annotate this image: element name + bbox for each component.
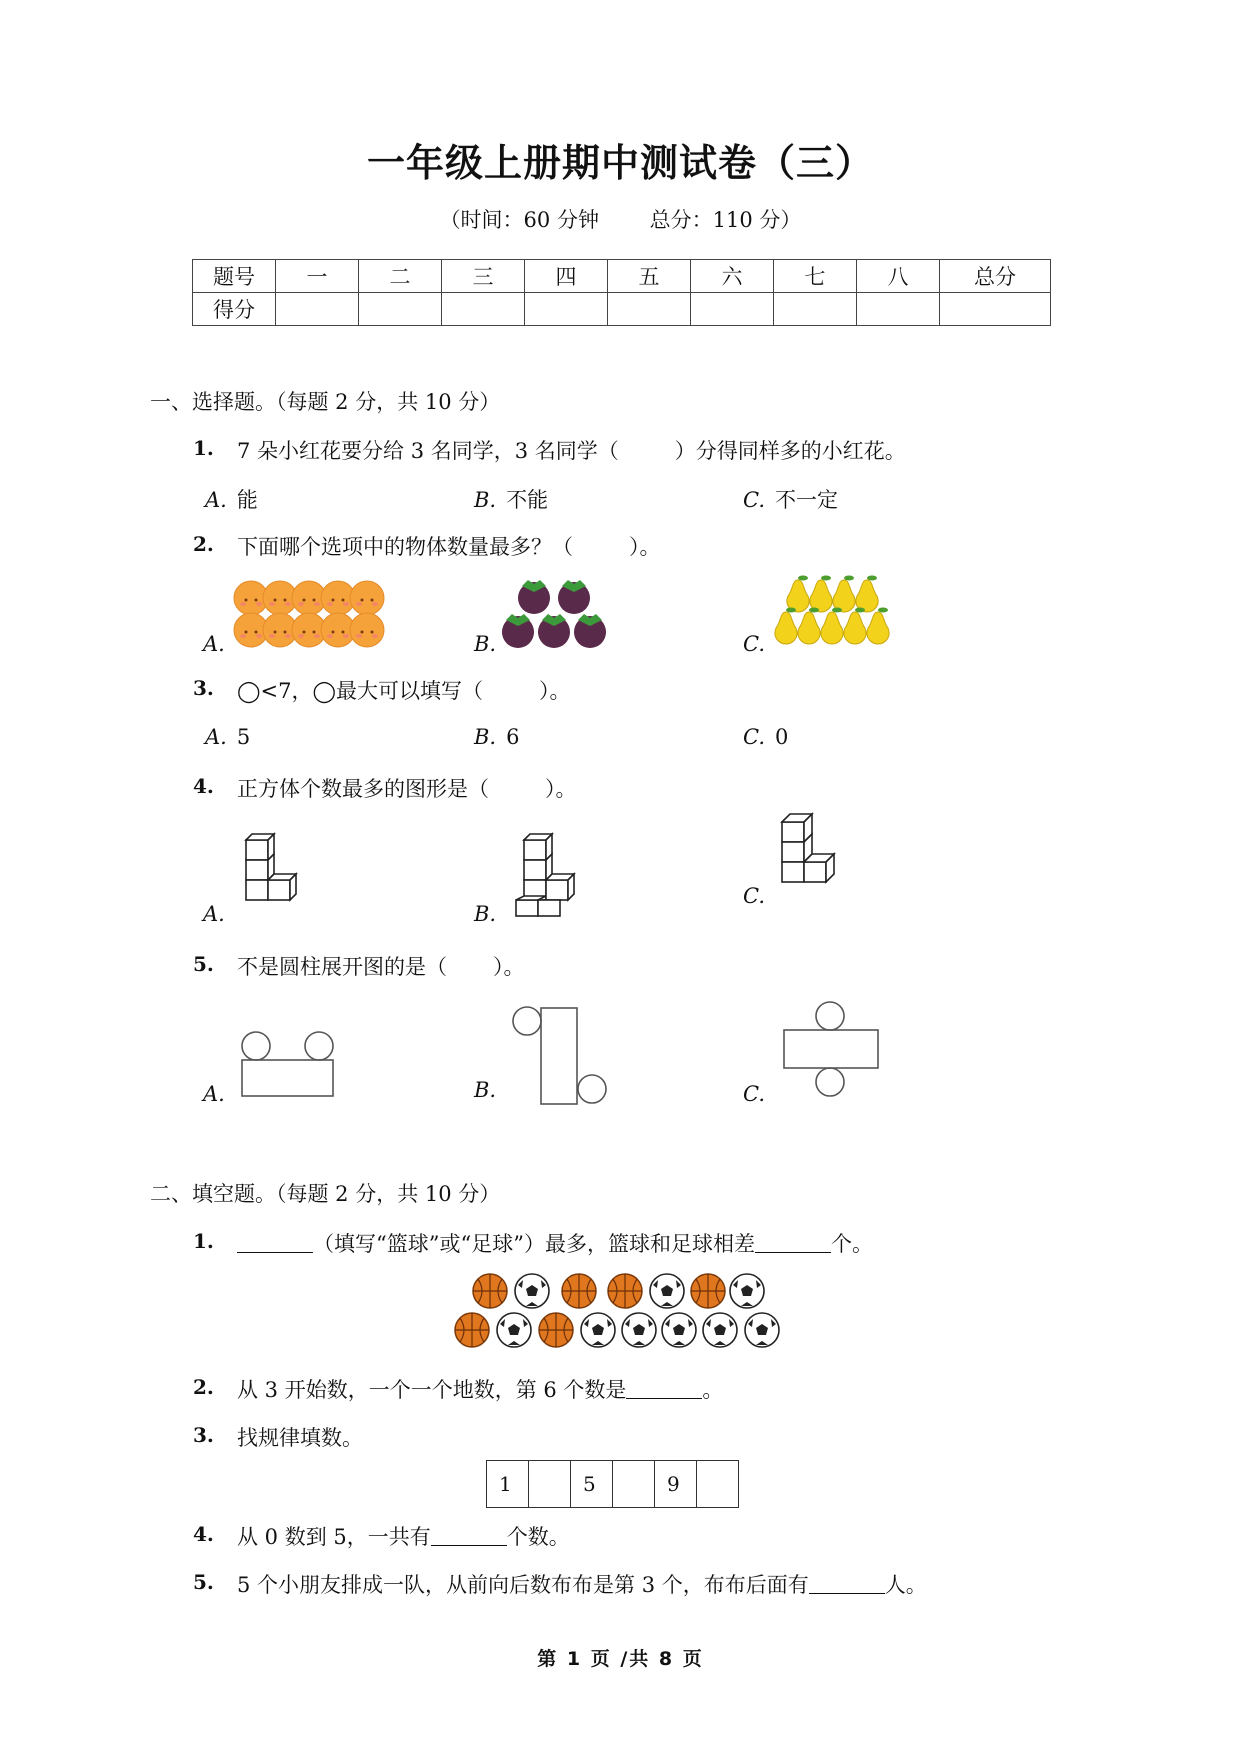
- sequence-cell: 9: [655, 1461, 697, 1508]
- question-text: [237, 435, 906, 465]
- score-table-score-row: [193, 293, 1051, 326]
- pear-icon: [798, 608, 820, 645]
- option-letter: C.: [743, 488, 765, 512]
- soccer-ball-icon: [515, 1274, 549, 1308]
- page-footer: 第 1 页 /共 8 页: [537, 1648, 704, 1670]
- score-table-header-row: [193, 260, 1051, 293]
- question-number: 1.: [193, 1229, 214, 1253]
- basketball-icon: [562, 1274, 596, 1308]
- mangosteen-icon: [538, 614, 570, 648]
- question-text: [237, 951, 525, 981]
- option-c: [743, 484, 838, 514]
- question-text: [237, 1521, 570, 1551]
- question-text: [237, 675, 570, 705]
- question-text-part: 人。: [884, 1573, 927, 1597]
- soccer-ball-icon: [730, 1274, 764, 1308]
- option-b: [474, 725, 519, 749]
- option-a: [205, 725, 250, 749]
- peach-icon: [350, 581, 384, 615]
- section2-heading: 二、填空题。（每题 2 分，共 10 分）: [150, 1182, 501, 1206]
- option-letter: A.: [205, 725, 227, 749]
- sequence-cell-blank[interactable]: [613, 1461, 655, 1508]
- answer-blank[interactable]: [431, 1544, 507, 1546]
- option-c: [743, 884, 775, 908]
- cylinder-net-icon: [238, 1030, 338, 1100]
- answer-blank[interactable]: [755, 1251, 831, 1253]
- soccer-ball-icon: [703, 1313, 737, 1347]
- score-cell: [442, 293, 525, 326]
- pear-icon: [844, 608, 866, 645]
- option-text: 不一定: [775, 488, 838, 512]
- mangosteen-icon: [502, 614, 534, 648]
- option-text: 0: [775, 725, 789, 749]
- sequence-row: [487, 1461, 739, 1508]
- question-text-part: 从 3 开始数，一个一个地数，第 6 个数是: [237, 1378, 627, 1402]
- cylinder-net-icon: [508, 1004, 616, 1108]
- question-text: [237, 773, 577, 803]
- question-number: 3.: [193, 676, 214, 700]
- soccer-ball-icon: [662, 1313, 696, 1347]
- peach-icon: [350, 613, 384, 647]
- cube-stack-icon: [244, 826, 304, 916]
- option-text: 6: [506, 725, 520, 749]
- mangosteen-icon: [574, 614, 606, 648]
- option-letter: B.: [474, 902, 497, 926]
- option-letter: A.: [203, 632, 225, 656]
- score-header-cell: 一: [276, 260, 359, 293]
- soccer-ball-icon: [497, 1313, 531, 1347]
- option-b: [474, 902, 506, 926]
- question-text-part: （填写“篮球”或“足球”）最多，篮球和足球相差: [313, 1232, 755, 1256]
- basketball-icon: [691, 1274, 725, 1308]
- question-number: 5.: [193, 952, 214, 976]
- sequence-cell: 1: [487, 1461, 529, 1508]
- mangosteen-icon: [558, 580, 590, 614]
- score-cell: [359, 293, 442, 326]
- score-header-cell: 三: [442, 260, 525, 293]
- sequence-cell-blank[interactable]: [697, 1461, 739, 1508]
- question-text: [237, 531, 661, 561]
- sequence-cell: 5: [571, 1461, 613, 1508]
- peach-icon: [234, 580, 394, 650]
- basketball-icon: [455, 1313, 489, 1347]
- pear-icon: [821, 608, 843, 645]
- question-number: 3.: [193, 1423, 214, 1447]
- option-letter: B.: [474, 1078, 497, 1102]
- page-title: 一年级上册期中测试卷（三）: [366, 141, 874, 185]
- option-letter: C.: [743, 884, 765, 908]
- question-text: [237, 1569, 927, 1599]
- sequence-cell-blank[interactable]: [529, 1461, 571, 1508]
- question-text-part: 个数。: [506, 1525, 570, 1549]
- option-letter: C.: [743, 632, 765, 656]
- option-b: [474, 1078, 506, 1102]
- score-table: [192, 259, 1051, 326]
- option-text: 不能: [506, 488, 549, 512]
- option-b: [474, 484, 548, 514]
- pear-icon: [787, 576, 809, 613]
- basketball-icon: [539, 1313, 573, 1347]
- pear-icon: [833, 576, 855, 613]
- sequence-table: [486, 1460, 739, 1508]
- basketball-icon: [608, 1274, 642, 1308]
- score-cell: [691, 293, 774, 326]
- score-cell: [608, 293, 691, 326]
- question-number: 2.: [193, 1375, 214, 1399]
- pear-icon: [774, 576, 894, 652]
- option-text: 能: [236, 488, 258, 512]
- option-letter: C.: [743, 725, 765, 749]
- option-letter: C.: [743, 1082, 765, 1106]
- option-a: [203, 1082, 235, 1106]
- pear-icon: [856, 576, 878, 613]
- score-header-cell: 题号: [193, 260, 276, 293]
- answer-blank[interactable]: [809, 1592, 885, 1594]
- exam-total: 总分：110 分）: [649, 208, 802, 232]
- option-c: [743, 725, 788, 749]
- question-number: 5.: [193, 1570, 214, 1594]
- score-cell: [276, 293, 359, 326]
- question-text-part: 5 个小朋友排成一队，从前向后数布布是第 3 个，布布后面有: [237, 1573, 809, 1597]
- question-text: [237, 1374, 723, 1404]
- exam-info: [0, 204, 1241, 234]
- soccer-ball-icon: [622, 1313, 656, 1347]
- score-cell: [857, 293, 940, 326]
- option-a: [203, 632, 235, 656]
- option-c: [743, 632, 775, 656]
- balls-icon: [452, 1266, 782, 1356]
- question-text-part: ）。: [493, 955, 525, 979]
- question-text-part: ）分得同样多的小红花。: [674, 439, 906, 463]
- score-header-cell: 八: [857, 260, 940, 293]
- option-text: 5: [236, 725, 251, 749]
- question-text-part: 不是圆柱展开图的是（: [237, 955, 447, 979]
- mangosteen-icon: [518, 580, 550, 614]
- question-text: [237, 1228, 873, 1258]
- score-header-cell: 二: [359, 260, 442, 293]
- section1-heading: 一、选择题。（每题 2 分，共 10 分）: [150, 390, 501, 414]
- soccer-ball-icon: [581, 1313, 615, 1347]
- option-letter: B.: [474, 632, 497, 656]
- score-header-cell: 七: [774, 260, 857, 293]
- question-text-part: 下面哪个选项中的物体数量最多？（: [237, 535, 573, 559]
- question-text-part: ）。: [545, 777, 577, 801]
- score-cell: [940, 293, 1051, 326]
- cylinder-net-icon: [778, 1000, 882, 1106]
- question-text-part: 正方体个数最多的图形是（: [237, 777, 489, 801]
- score-header-cell: 四: [525, 260, 608, 293]
- question-text-part: ◯<7，◯最大可以填写（: [237, 679, 483, 703]
- score-cell: [774, 293, 857, 326]
- question-text-part: 7 朵小红花要分给 3 名同学，3 名同学（: [237, 439, 619, 463]
- exam-time: （时间：60 分钟: [439, 208, 599, 232]
- soccer-ball-icon: [650, 1274, 684, 1308]
- question-number: 4.: [193, 774, 214, 798]
- question-text: 找规律填数。: [237, 1426, 363, 1450]
- option-letter: B.: [474, 725, 497, 749]
- soccer-ball-icon: [745, 1313, 779, 1347]
- score-header-cell: 总分: [940, 260, 1051, 293]
- pear-icon: [810, 576, 832, 613]
- score-cell: [525, 293, 608, 326]
- option-letter: A.: [203, 902, 225, 926]
- answer-blank[interactable]: [626, 1397, 702, 1399]
- pear-icon: [775, 608, 797, 645]
- option-c: [743, 1082, 775, 1106]
- question-text-part: ）。: [629, 535, 661, 559]
- question-number: 4.: [193, 1522, 214, 1546]
- option-a: [203, 902, 235, 926]
- score-header-cell: 五: [608, 260, 691, 293]
- option-letter: A.: [205, 488, 227, 512]
- question-text-part: 。: [702, 1378, 724, 1402]
- score-header-cell: 六: [691, 260, 774, 293]
- pear-icon: [867, 608, 889, 645]
- option-letter: A.: [203, 1082, 225, 1106]
- question-number: 2.: [193, 532, 214, 556]
- basketball-icon: [473, 1274, 507, 1308]
- question-number: 1.: [193, 436, 214, 460]
- question-text-part: 从 0 数到 5，一共有: [237, 1525, 431, 1549]
- option-a: [205, 484, 258, 514]
- option-letter: B.: [474, 488, 497, 512]
- question-text-part: 个。: [830, 1232, 873, 1256]
- mangosteen-icon: [502, 578, 612, 652]
- cube-stack-icon: [516, 826, 586, 918]
- question-text-part: ）。: [538, 679, 571, 703]
- cube-stack-icon: [778, 808, 850, 900]
- score-row-label: 得分: [193, 293, 276, 326]
- answer-blank[interactable]: [237, 1251, 313, 1253]
